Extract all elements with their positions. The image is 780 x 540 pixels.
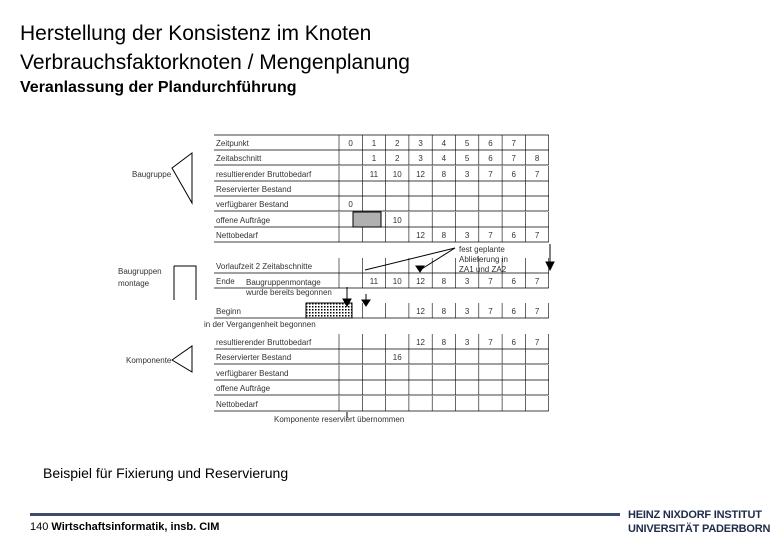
cell-value: 8 bbox=[441, 307, 447, 316]
row-label: offene Aufträge bbox=[216, 384, 271, 393]
side-label-assembly: Baugruppe bbox=[132, 170, 172, 179]
row-label: verfügbarer Bestand bbox=[216, 200, 289, 209]
cell-value: 3 bbox=[418, 139, 423, 148]
row-label: Nettobedarf bbox=[216, 400, 258, 409]
side-label-component: Komponente bbox=[126, 356, 172, 365]
row-label: verfügbarer Bestand bbox=[216, 369, 289, 378]
cell-value: 10 bbox=[392, 170, 402, 179]
cell-value: 3 bbox=[418, 154, 423, 163]
hatched-cell bbox=[306, 303, 352, 318]
cell-value: 12 bbox=[416, 277, 426, 286]
cell-value: 7 bbox=[511, 154, 516, 163]
cell-value: 11 bbox=[369, 170, 379, 179]
page-number: 140 bbox=[30, 521, 49, 533]
cell-value: 2 bbox=[395, 154, 400, 163]
cell-value: 7 bbox=[534, 170, 540, 179]
cell-value: 12 bbox=[416, 338, 426, 347]
cell-value: 7 bbox=[488, 307, 493, 316]
cell-value: 7 bbox=[534, 307, 540, 316]
slide-subtitle: Veranlassung der Plandurchführung bbox=[20, 79, 297, 96]
brand-line-2: UNIVERSITÄT PADERBORN bbox=[628, 523, 771, 535]
figure-caption: Beispiel für Fixierung und Reservierung bbox=[43, 465, 289, 481]
cell-value: 6 bbox=[511, 170, 516, 179]
cell-value: 7 bbox=[488, 338, 493, 347]
side-label-assembly-line1: Baugruppen bbox=[118, 267, 162, 276]
cell-value: 6 bbox=[511, 277, 516, 286]
row-label: Zeitpunkt bbox=[216, 139, 249, 148]
note-past: in der Vergangenheit begonnen bbox=[204, 320, 316, 329]
cell-value: 1 bbox=[371, 139, 377, 148]
footer-course: Wirtschaftsinformatik, insb. CIM bbox=[51, 521, 220, 533]
cell-value: 6 bbox=[511, 231, 516, 240]
note-fixed-line1: fest geplante bbox=[459, 245, 505, 254]
cell-value: 3 bbox=[464, 277, 470, 286]
row-label: Ende bbox=[216, 277, 235, 286]
cell-value: 10 bbox=[392, 216, 402, 225]
row-label: Nettobedarf bbox=[216, 231, 258, 240]
cell-value: 10 bbox=[392, 277, 402, 286]
row-label: Reservierter Bestand bbox=[216, 353, 292, 362]
note-component: Komponente reserviert übernommen bbox=[274, 415, 405, 424]
cell-value: 8 bbox=[534, 154, 540, 163]
cell-value: 7 bbox=[488, 170, 493, 179]
cell-value: 11 bbox=[369, 277, 379, 286]
arrows bbox=[343, 244, 554, 418]
cell-value: 7 bbox=[511, 139, 516, 148]
cell-value: 5 bbox=[464, 139, 470, 148]
cell-value: 3 bbox=[464, 338, 470, 347]
cell-value: 6 bbox=[511, 307, 516, 316]
footer-text bbox=[30, 521, 219, 533]
note-fixed-line2: Ablieferung in bbox=[459, 255, 508, 264]
assembly-bracket bbox=[174, 266, 196, 300]
cell-value: 7 bbox=[488, 277, 493, 286]
cell-value: 6 bbox=[488, 154, 493, 163]
row-label: Beginn bbox=[216, 307, 241, 316]
row-label: Reservierter Bestand bbox=[216, 185, 292, 194]
cell-value: 4 bbox=[441, 139, 447, 148]
cell-value: 12 bbox=[416, 170, 426, 179]
row-label: resultierender Bruttobedarf bbox=[216, 338, 312, 347]
row-label: Zeitabschnitt bbox=[216, 154, 262, 163]
row-label: offene Aufträge bbox=[216, 216, 271, 225]
cell-value: 0 bbox=[348, 200, 353, 209]
cell-value: 7 bbox=[534, 338, 540, 347]
cell-value: 8 bbox=[441, 277, 447, 286]
cell-value: 8 bbox=[441, 231, 447, 240]
slide-title-line-1: Herstellung der Konsistenz im Knoten bbox=[20, 22, 372, 45]
footer-divider bbox=[30, 513, 620, 516]
cell-value: 3 bbox=[464, 231, 470, 240]
cell-value: 12 bbox=[416, 307, 426, 316]
cell-value: 6 bbox=[511, 338, 516, 347]
cell-value: 2 bbox=[395, 139, 400, 148]
cell-value: 3 bbox=[464, 170, 470, 179]
cell-value: 5 bbox=[464, 154, 470, 163]
row-label: resultierender Bruttobedarf bbox=[216, 170, 312, 179]
side-label-assembly-line2: montage bbox=[118, 279, 150, 288]
cell-value: 3 bbox=[464, 307, 470, 316]
cell-value: 6 bbox=[488, 139, 493, 148]
cell-value: 8 bbox=[441, 170, 447, 179]
cell-value: 8 bbox=[441, 338, 447, 347]
component-triangle-icon bbox=[172, 346, 192, 372]
cell-value: 4 bbox=[441, 154, 447, 163]
cell-value: 7 bbox=[534, 277, 540, 286]
cell-value: 1 bbox=[371, 154, 377, 163]
cell-value: 7 bbox=[488, 231, 493, 240]
assembly-triangle-icon bbox=[172, 153, 192, 203]
slide-title-line-2: Verbrauchsfaktorknoten / Mengenplanung bbox=[20, 51, 410, 74]
cell-value: 12 bbox=[416, 231, 426, 240]
cell-value: 7 bbox=[534, 231, 540, 240]
cell-value: 16 bbox=[392, 353, 402, 362]
brand-line-1: HEINZ NIXDORF INSTITUT bbox=[628, 509, 762, 521]
fixed-cell bbox=[353, 212, 381, 227]
note-started-line2: wurde bereits begonnen bbox=[246, 288, 332, 297]
note-started-line1: Baugruppenmontage bbox=[246, 278, 321, 287]
note-fixed-line3: ZA1 und ZA2 bbox=[459, 265, 507, 274]
cell-value: 0 bbox=[348, 139, 353, 148]
row-label: Vorlaufzeit 2 Zeitabschnitte bbox=[216, 262, 313, 271]
